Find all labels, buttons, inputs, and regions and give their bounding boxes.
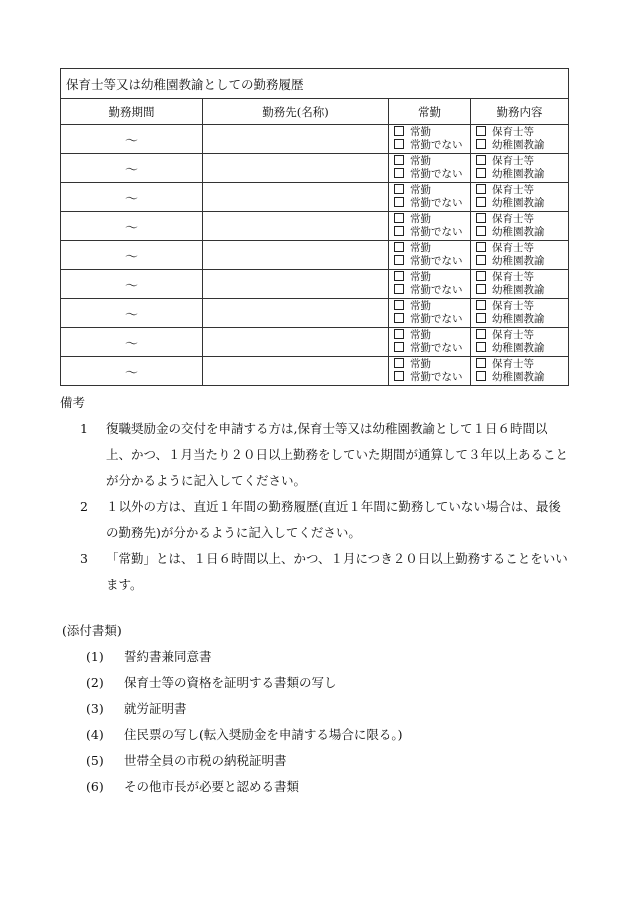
checkbox-option[interactable] xyxy=(476,313,568,326)
checkbox-option[interactable] xyxy=(394,313,470,326)
attachment-number: (3) xyxy=(86,701,104,716)
employment-type-cell xyxy=(389,125,471,154)
checkbox-icon[interactable] xyxy=(476,358,486,368)
checkbox-icon[interactable] xyxy=(394,313,404,323)
header-period: 勤務期間 xyxy=(61,99,203,125)
employment-type-cell xyxy=(389,241,471,270)
notes-section xyxy=(60,390,568,800)
checkbox-label: 常勤 xyxy=(410,300,431,312)
checkbox-icon[interactable] xyxy=(394,284,404,294)
checkbox-icon[interactable] xyxy=(394,213,404,223)
checkbox-label: 常勤 xyxy=(410,184,431,196)
attachments-title: (添付書類) xyxy=(62,623,122,638)
checkbox-label: 幼稚園教諭 xyxy=(492,313,545,325)
checkbox-icon[interactable] xyxy=(394,329,404,339)
checkbox-option[interactable] xyxy=(394,226,470,239)
duty-type-cell xyxy=(471,328,569,357)
checkbox-option[interactable] xyxy=(476,284,568,297)
checkbox-option[interactable] xyxy=(394,213,470,226)
checkbox-option[interactable] xyxy=(476,226,568,239)
table-row xyxy=(61,270,569,299)
attachment-item xyxy=(60,774,568,800)
attachment-number: (6) xyxy=(86,779,104,794)
checkbox-icon[interactable] xyxy=(476,242,486,252)
checkbox-icon[interactable] xyxy=(476,184,486,194)
checkbox-option[interactable] xyxy=(476,342,568,355)
checkbox-option[interactable] xyxy=(394,126,470,139)
checkbox-option[interactable] xyxy=(476,242,568,255)
checkbox-option[interactable] xyxy=(476,126,568,139)
checkbox-icon[interactable] xyxy=(476,155,486,165)
duty-type-cell xyxy=(471,241,569,270)
checkbox-icon[interactable] xyxy=(476,342,486,352)
checkbox-label: 常勤でない xyxy=(410,313,463,325)
header-duty: 勤務内容 xyxy=(471,99,569,125)
checkbox-label: 常勤でない xyxy=(410,226,463,238)
checkbox-option[interactable] xyxy=(476,139,568,152)
checkbox-label: 常勤 xyxy=(410,329,431,341)
checkbox-label: 常勤でない xyxy=(410,255,463,267)
period-cell[interactable]: ～ xyxy=(61,125,203,154)
checkbox-option[interactable] xyxy=(476,213,568,226)
checkbox-icon[interactable] xyxy=(394,168,404,178)
attachment-number: (1) xyxy=(86,649,104,664)
checkbox-label: 幼稚園教諭 xyxy=(492,168,545,180)
checkbox-icon[interactable] xyxy=(476,271,486,281)
checkbox-icon[interactable] xyxy=(394,271,404,281)
checkbox-label: 保育士等 xyxy=(492,271,534,283)
checkbox-option[interactable] xyxy=(476,371,568,384)
workplace-cell[interactable] xyxy=(203,299,389,328)
note-number: 2 xyxy=(80,499,88,514)
period-cell[interactable]: ～ xyxy=(61,183,203,212)
checkbox-option[interactable] xyxy=(476,300,568,313)
checkbox-label: 常勤 xyxy=(410,126,431,138)
checkbox-option[interactable] xyxy=(394,155,470,168)
note-item-3 xyxy=(60,546,568,598)
attachment-number: (2) xyxy=(86,675,104,690)
employment-type-cell xyxy=(389,299,471,328)
period-cell[interactable]: ～ xyxy=(61,299,203,328)
checkbox-option[interactable] xyxy=(394,139,470,152)
note-number: 3 xyxy=(80,551,88,566)
checkbox-label: 保育士等 xyxy=(492,155,534,167)
checkbox-icon[interactable] xyxy=(476,255,486,265)
attachment-text: 保育士等の資格を証明する書類の写し xyxy=(124,675,337,690)
table-row xyxy=(61,183,569,212)
checkbox-icon[interactable] xyxy=(476,329,486,339)
checkbox-option[interactable] xyxy=(394,358,470,371)
checkbox-icon[interactable] xyxy=(394,255,404,265)
attachment-item xyxy=(60,748,568,774)
header-workplace: 勤務先(名称) xyxy=(203,99,389,125)
attachment-number: (4) xyxy=(86,727,104,742)
workplace-cell[interactable] xyxy=(203,357,389,386)
checkbox-option[interactable] xyxy=(476,168,568,181)
checkbox-label: 保育士等 xyxy=(492,329,534,341)
checkbox-option[interactable] xyxy=(476,358,568,371)
checkbox-option[interactable] xyxy=(476,155,568,168)
workplace-cell[interactable] xyxy=(203,154,389,183)
workplace-cell[interactable] xyxy=(203,328,389,357)
duty-type-cell xyxy=(471,212,569,241)
header-fulltime: 常勤 xyxy=(389,99,471,125)
checkbox-label: 常勤でない xyxy=(410,342,463,354)
checkbox-icon[interactable] xyxy=(476,300,486,310)
checkbox-icon[interactable] xyxy=(476,226,486,236)
duty-type-cell xyxy=(471,125,569,154)
checkbox-option[interactable] xyxy=(394,197,470,210)
checkbox-icon[interactable] xyxy=(394,358,404,368)
checkbox-option[interactable] xyxy=(394,184,470,197)
checkbox-icon[interactable] xyxy=(394,300,404,310)
period-cell[interactable]: ～ xyxy=(61,241,203,270)
period-cell[interactable]: ～ xyxy=(61,328,203,357)
checkbox-option[interactable] xyxy=(394,329,470,342)
employment-type-cell xyxy=(389,270,471,299)
attachment-text: 世帯全員の市税の納税証明書 xyxy=(124,753,287,768)
checkbox-option[interactable] xyxy=(394,271,470,284)
duty-type-cell xyxy=(471,270,569,299)
note-text: 復職奨励金の交付を申請する方は,保育士等又は幼稚園教諭として１日６時間以上、かつ、１月当たり２０日以上勤務をしていた期間が通算して３年以上あることが分かるように記入してください。 xyxy=(106,421,569,488)
checkbox-label: 幼稚園教諭 xyxy=(492,255,545,267)
checkbox-label: 常勤 xyxy=(410,242,431,254)
checkbox-option[interactable] xyxy=(394,371,470,384)
document-page xyxy=(60,68,568,800)
employment-type-cell xyxy=(389,183,471,212)
checkbox-icon[interactable] xyxy=(394,155,404,165)
checkbox-label: 常勤でない xyxy=(410,371,463,383)
checkbox-icon[interactable] xyxy=(394,342,404,352)
attachment-item xyxy=(60,722,568,748)
checkbox-option[interactable] xyxy=(476,197,568,210)
attachment-item xyxy=(60,644,568,670)
checkbox-icon[interactable] xyxy=(394,139,404,149)
note-item-2 xyxy=(60,494,568,546)
checkbox-icon[interactable] xyxy=(394,126,404,136)
checkbox-icon[interactable] xyxy=(476,139,486,149)
checkbox-option[interactable] xyxy=(476,255,568,268)
checkbox-icon[interactable] xyxy=(476,313,486,323)
checkbox-option[interactable] xyxy=(394,242,470,255)
period-cell[interactable]: ～ xyxy=(61,357,203,386)
checkbox-label: 常勤 xyxy=(410,358,431,370)
workplace-cell[interactable] xyxy=(203,183,389,212)
checkbox-icon[interactable] xyxy=(394,184,404,194)
table-row xyxy=(61,125,569,154)
checkbox-option[interactable] xyxy=(394,255,470,268)
note-number: 1 xyxy=(80,421,88,436)
checkbox-label: 保育士等 xyxy=(492,184,534,196)
duty-type-cell xyxy=(471,183,569,212)
checkbox-label: 常勤 xyxy=(410,271,431,283)
notes-title: 備考 xyxy=(60,395,86,410)
checkbox-label: 幼稚園教諭 xyxy=(492,342,545,354)
checkbox-label: 保育士等 xyxy=(492,213,534,225)
workplace-cell[interactable] xyxy=(203,241,389,270)
checkbox-label: 幼稚園教諭 xyxy=(492,226,545,238)
table-row xyxy=(61,154,569,183)
table-row xyxy=(61,357,569,386)
table-row xyxy=(61,241,569,270)
period-cell[interactable]: ～ xyxy=(61,154,203,183)
duty-type-cell xyxy=(471,299,569,328)
note-item-1 xyxy=(60,416,568,494)
checkbox-icon[interactable] xyxy=(476,213,486,223)
checkbox-icon[interactable] xyxy=(394,226,404,236)
checkbox-label: 常勤 xyxy=(410,213,431,225)
table-row xyxy=(61,328,569,357)
checkbox-label: 常勤でない xyxy=(410,168,463,180)
attachment-item xyxy=(60,670,568,696)
work-history-table xyxy=(60,68,569,386)
checkbox-icon[interactable] xyxy=(476,168,486,178)
workplace-cell[interactable] xyxy=(203,212,389,241)
employment-type-cell xyxy=(389,328,471,357)
checkbox-label: 常勤でない xyxy=(410,139,463,151)
checkbox-label: 幼稚園教諭 xyxy=(492,284,545,296)
checkbox-label: 常勤 xyxy=(410,155,431,167)
attachment-item xyxy=(60,696,568,722)
checkbox-icon[interactable] xyxy=(476,197,486,207)
checkbox-label: 保育士等 xyxy=(492,300,534,312)
note-text: 「常勤」とは、１日６時間以上、かつ、１月につき２０日以上勤務することをいいます。 xyxy=(106,551,568,592)
checkbox-icon[interactable] xyxy=(476,371,486,381)
checkbox-label: 保育士等 xyxy=(492,126,534,138)
employment-type-cell xyxy=(389,154,471,183)
checkbox-option[interactable] xyxy=(394,300,470,313)
employment-type-cell xyxy=(389,357,471,386)
duty-type-cell xyxy=(471,154,569,183)
checkbox-label: 保育士等 xyxy=(492,358,534,370)
checkbox-icon[interactable] xyxy=(394,371,404,381)
workplace-cell[interactable] xyxy=(203,270,389,299)
checkbox-option[interactable] xyxy=(476,271,568,284)
checkbox-icon[interactable] xyxy=(394,242,404,252)
checkbox-icon[interactable] xyxy=(394,197,404,207)
duty-type-cell xyxy=(471,357,569,386)
checkbox-option[interactable] xyxy=(394,342,470,355)
workplace-cell[interactable] xyxy=(203,125,389,154)
checkbox-option[interactable] xyxy=(394,284,470,297)
checkbox-label: 常勤でない xyxy=(410,197,463,209)
checkbox-label: 常勤でない xyxy=(410,284,463,296)
checkbox-icon[interactable] xyxy=(476,284,486,294)
attachment-text: 就労証明書 xyxy=(124,701,187,716)
table-title: 保育士等又は幼稚園教諭としての勤務履歴 xyxy=(61,69,569,99)
checkbox-icon[interactable] xyxy=(476,126,486,136)
table-row xyxy=(61,299,569,328)
employment-type-cell xyxy=(389,212,471,241)
checkbox-option[interactable] xyxy=(394,168,470,181)
attachment-text: 住民票の写し(転入奨励金を申請する場合に限る。) xyxy=(124,727,403,742)
period-cell[interactable]: ～ xyxy=(61,212,203,241)
checkbox-label: 幼稚園教諭 xyxy=(492,197,545,209)
note-text: １以外の方は、直近１年間の勤務履歴(直近１年間に勤務していない場合は、最後の勤務先)が分かるように記入してください。 xyxy=(106,499,561,540)
checkbox-option[interactable] xyxy=(476,329,568,342)
attachment-text: 誓約書兼同意書 xyxy=(124,649,212,664)
checkbox-label: 幼稚園教諭 xyxy=(492,371,545,383)
attachment-text: その他市長が必要と認める書類 xyxy=(124,779,300,794)
table-row xyxy=(61,212,569,241)
period-cell[interactable]: ～ xyxy=(61,270,203,299)
checkbox-option[interactable] xyxy=(476,184,568,197)
checkbox-label: 保育士等 xyxy=(492,242,534,254)
attachment-number: (5) xyxy=(86,753,104,768)
checkbox-label: 幼稚園教諭 xyxy=(492,139,545,151)
